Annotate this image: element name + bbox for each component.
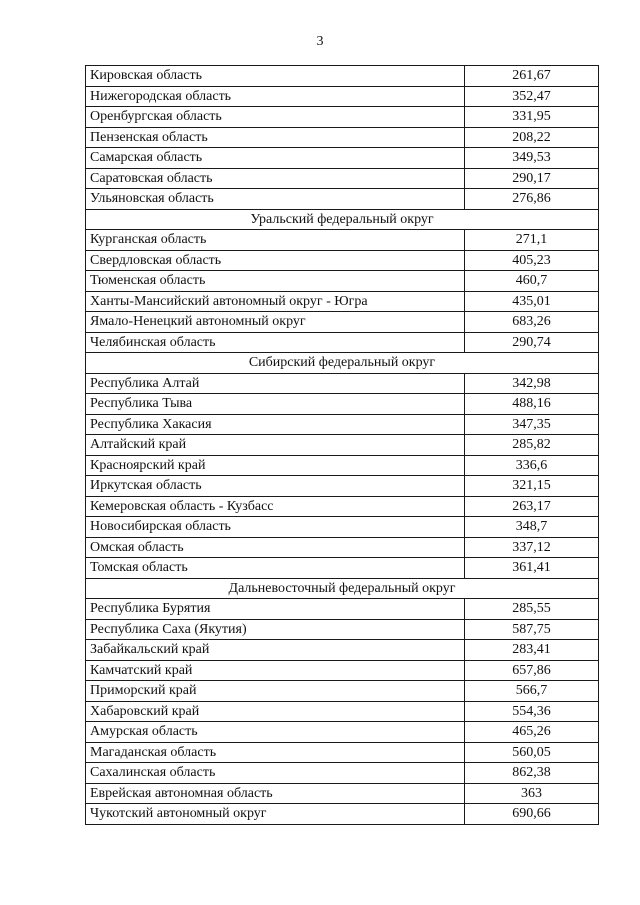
value-cell: 263,17 xyxy=(465,496,599,517)
value-cell: 342,98 xyxy=(465,373,599,394)
table-row xyxy=(86,230,599,251)
value-cell: 290,74 xyxy=(465,332,599,353)
value-cell: 331,95 xyxy=(465,107,599,128)
table-row xyxy=(86,558,599,579)
section-header-row xyxy=(86,353,599,374)
table-row xyxy=(86,804,599,825)
table-row xyxy=(86,722,599,743)
value-cell: 336,6 xyxy=(465,455,599,476)
table-row xyxy=(86,783,599,804)
value-cell: 690,66 xyxy=(465,804,599,825)
region-name-cell: Томская область xyxy=(86,558,465,579)
table-row xyxy=(86,763,599,784)
region-name-cell: Чукотский автономный округ xyxy=(86,804,465,825)
value-cell: 285,82 xyxy=(465,435,599,456)
table-row xyxy=(86,394,599,415)
region-name-cell: Сахалинская область xyxy=(86,763,465,784)
table-row xyxy=(86,537,599,558)
value-cell: 560,05 xyxy=(465,742,599,763)
region-name-cell: Саратовская область xyxy=(86,168,465,189)
value-cell: 285,55 xyxy=(465,599,599,620)
value-cell: 488,16 xyxy=(465,394,599,415)
table-row xyxy=(86,414,599,435)
region-name-cell: Алтайский край xyxy=(86,435,465,456)
region-name-cell: Республика Хакасия xyxy=(86,414,465,435)
region-name-cell: Магаданская область xyxy=(86,742,465,763)
table-row xyxy=(86,701,599,722)
table-row xyxy=(86,189,599,210)
region-name-cell: Ханты-Мансийский автономный округ - Югра xyxy=(86,291,465,312)
table-row xyxy=(86,599,599,620)
section-header-row xyxy=(86,578,599,599)
table-row xyxy=(86,496,599,517)
table-row xyxy=(86,476,599,497)
section-title: Дальневосточный федеральный округ xyxy=(86,578,599,599)
table-row xyxy=(86,517,599,538)
table-body xyxy=(86,66,599,825)
value-cell: 683,26 xyxy=(465,312,599,333)
page-number: 3 xyxy=(316,34,324,49)
table-row xyxy=(86,373,599,394)
region-name-cell: Ульяновская область xyxy=(86,189,465,210)
table-row xyxy=(86,250,599,271)
region-name-cell: Новосибирская область xyxy=(86,517,465,538)
region-name-cell: Тюменская область xyxy=(86,271,465,292)
region-name-cell: Ямало-Ненецкий автономный округ xyxy=(86,312,465,333)
region-name-cell: Приморский край xyxy=(86,681,465,702)
table-row xyxy=(86,435,599,456)
value-cell: 363 xyxy=(465,783,599,804)
table-row xyxy=(86,148,599,169)
section-title: Сибирский федеральный округ xyxy=(86,353,599,374)
region-name-cell: Кировская область xyxy=(86,66,465,87)
value-cell: 261,67 xyxy=(465,66,599,87)
region-name-cell: Кемеровская область - Кузбасс xyxy=(86,496,465,517)
value-cell: 271,1 xyxy=(465,230,599,251)
value-cell: 290,17 xyxy=(465,168,599,189)
table-row xyxy=(86,127,599,148)
table-row xyxy=(86,332,599,353)
region-name-cell: Омская область xyxy=(86,537,465,558)
table-row xyxy=(86,168,599,189)
table-row xyxy=(86,681,599,702)
value-cell: 321,15 xyxy=(465,476,599,497)
region-name-cell: Пензенская область xyxy=(86,127,465,148)
region-name-cell: Самарская область xyxy=(86,148,465,169)
value-cell: 352,47 xyxy=(465,86,599,107)
value-cell: 862,38 xyxy=(465,763,599,784)
region-name-cell: Республика Бурятия xyxy=(86,599,465,620)
table-row xyxy=(86,619,599,640)
value-cell: 465,26 xyxy=(465,722,599,743)
region-name-cell: Республика Саха (Якутия) xyxy=(86,619,465,640)
region-name-cell: Забайкальский край xyxy=(86,640,465,661)
value-cell: 460,7 xyxy=(465,271,599,292)
value-cell: 208,22 xyxy=(465,127,599,148)
section-title: Уральский федеральный округ xyxy=(86,209,599,230)
region-name-cell: Курганская область xyxy=(86,230,465,251)
region-name-cell: Свердловская область xyxy=(86,250,465,271)
region-name-cell: Нижегородская область xyxy=(86,86,465,107)
value-cell: 348,7 xyxy=(465,517,599,538)
table-row xyxy=(86,660,599,681)
value-cell: 657,86 xyxy=(465,660,599,681)
value-cell: 347,35 xyxy=(465,414,599,435)
table-row xyxy=(86,640,599,661)
region-name-cell: Иркутская область xyxy=(86,476,465,497)
table-row xyxy=(86,312,599,333)
region-name-cell: Республика Тыва xyxy=(86,394,465,415)
table-row xyxy=(86,271,599,292)
region-name-cell: Красноярский край xyxy=(86,455,465,476)
value-cell: 276,86 xyxy=(465,189,599,210)
section-header-row xyxy=(86,209,599,230)
value-cell: 405,23 xyxy=(465,250,599,271)
table-row xyxy=(86,455,599,476)
table-row xyxy=(86,66,599,87)
value-cell: 587,75 xyxy=(465,619,599,640)
region-name-cell: Хабаровский край xyxy=(86,701,465,722)
table-row xyxy=(86,107,599,128)
table-row xyxy=(86,291,599,312)
region-name-cell: Амурская область xyxy=(86,722,465,743)
table-row xyxy=(86,742,599,763)
region-name-cell: Камчатский край xyxy=(86,660,465,681)
value-cell: 554,36 xyxy=(465,701,599,722)
value-cell: 435,01 xyxy=(465,291,599,312)
table-row xyxy=(86,86,599,107)
value-cell: 349,53 xyxy=(465,148,599,169)
region-name-cell: Челябинская область xyxy=(86,332,465,353)
region-name-cell: Республика Алтай xyxy=(86,373,465,394)
value-cell: 361,41 xyxy=(465,558,599,579)
region-name-cell: Еврейская автономная область xyxy=(86,783,465,804)
value-cell: 283,41 xyxy=(465,640,599,661)
regions-table xyxy=(85,65,599,825)
value-cell: 337,12 xyxy=(465,537,599,558)
region-name-cell: Оренбургская область xyxy=(86,107,465,128)
value-cell: 566,7 xyxy=(465,681,599,702)
